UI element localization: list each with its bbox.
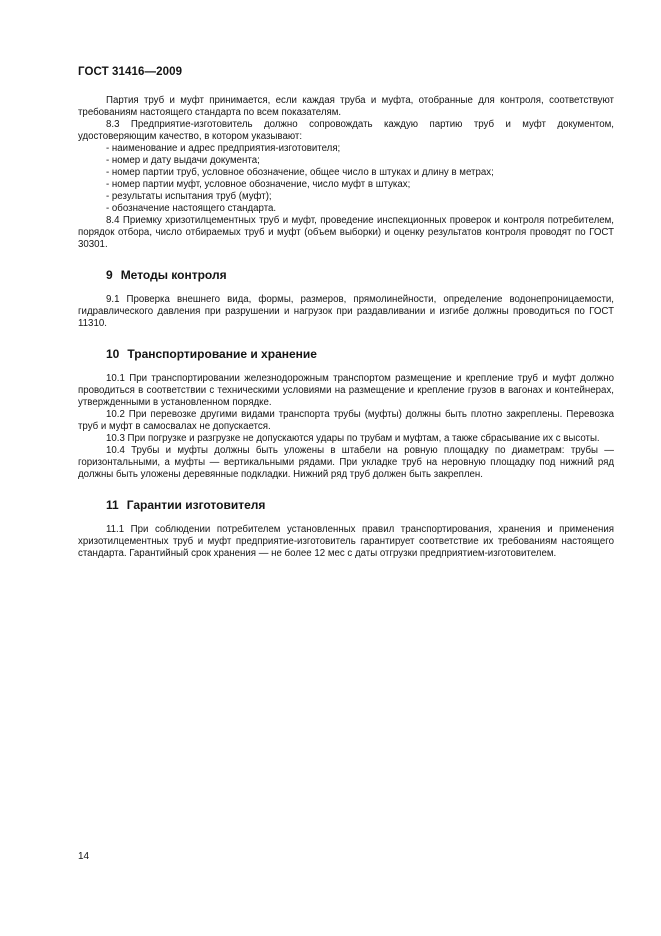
paragraph-10-2: 10.2 При перевозке другими видами транспорта трубы (муфты) должны быть плотно закреплены. Перевозка труб и муфт в самосвалах не допускается. xyxy=(78,409,614,432)
acceptance-paragraph: Партия труб и муфт принимается, если каждая труба и муфта, отобранные для контроля, соответствуют требованиям настоящего стандарта по всем показателям. xyxy=(78,95,614,118)
paragraph-8-4: 8.4 Приемку хризотилцементных труб и муфт, проведение инспекционных проверок и контроля потребителем, порядок отбора, число отбираемых труб и муфт (объем выборки) и оценку результатов контроля проводят по ГОСТ 30301. xyxy=(78,215,614,250)
list-item: - номер и дату выдачи документа; xyxy=(78,155,614,167)
section-number: 9 xyxy=(106,268,113,282)
quality-document-list xyxy=(78,143,614,215)
paragraph-8-3: 8.3 Предприятие-изготовитель должно сопровождать каждую партию труб и муфт документом, удостоверяющим качество, в котором указывают: xyxy=(78,119,614,142)
document-code-header: ГОСТ 31416—2009 xyxy=(78,66,183,78)
section-number: 10 xyxy=(106,347,120,361)
paragraph-10-4: 10.4 Трубы и муфты должны быть уложены в штабели на ровную площадку по диаметрам: трубы — горизонтальными, а муфты — вертикальными рядами. При укладке труб на неровную площадку под нижний ряд должны быть уложены деревянные подкладки. Нижний ряд труб должен быть закреплен. xyxy=(78,445,614,480)
paragraph-10-1: 10.1 При транспортировании железнодорожным транспортом размещение и крепление труб и муфт должно проводиться в соответствии с техническими условиями на размещение и крепление грузов в вагонах и контейнерах, утвержденными в установленном порядке. xyxy=(78,373,614,408)
paragraph-9-1: 9.1 Проверка внешнего вида, формы, размеров, прямолинейности, определение водонепроницаемости, гидравлического давления при разрушении и нагрузок при раздавливании и изгибе должны проводиться по ГОСТ 11310. xyxy=(78,294,614,329)
list-item: - результаты испытания труб (муфт); xyxy=(78,191,614,203)
list-item: - номер партии муфт, условное обозначение, число муфт в штуках; xyxy=(78,179,614,191)
section-number: 11 xyxy=(106,498,119,512)
section-title-text: Методы контроля xyxy=(120,268,227,282)
section-9-heading xyxy=(78,268,614,282)
section-11-heading xyxy=(78,498,614,512)
list-item: - обозначение настоящего стандарта. xyxy=(78,203,614,215)
paragraph-10-3: 10.3 При погрузке и разгрузке не допускаются удары по трубам и муфтам, а также сбрасывание их с высоты. xyxy=(106,433,600,444)
page-number: 14 xyxy=(78,851,90,862)
document-body xyxy=(78,95,614,560)
section-title-text: Транспортирование и хранение xyxy=(127,347,317,361)
section-10-heading xyxy=(78,347,614,361)
section-title-text: Гарантии изготовителя xyxy=(126,498,266,512)
list-item: - номер партии труб, условное обозначение, общее число в штуках и длину в метрах; xyxy=(78,167,614,179)
paragraph-11-1: 11.1 При соблюдении потребителем установленных правил транспортирования, хранения и применения хризотилцементных труб и муфт предприятие-изготовитель гарантирует соответствие их требованиям настоящего стандарта. Гарантийный срок хранения — не более 12 мес с даты отгрузки предприятием-изготовителем. xyxy=(78,524,614,559)
list-item: - наименование и адрес предприятия-изготовителя; xyxy=(78,143,614,155)
